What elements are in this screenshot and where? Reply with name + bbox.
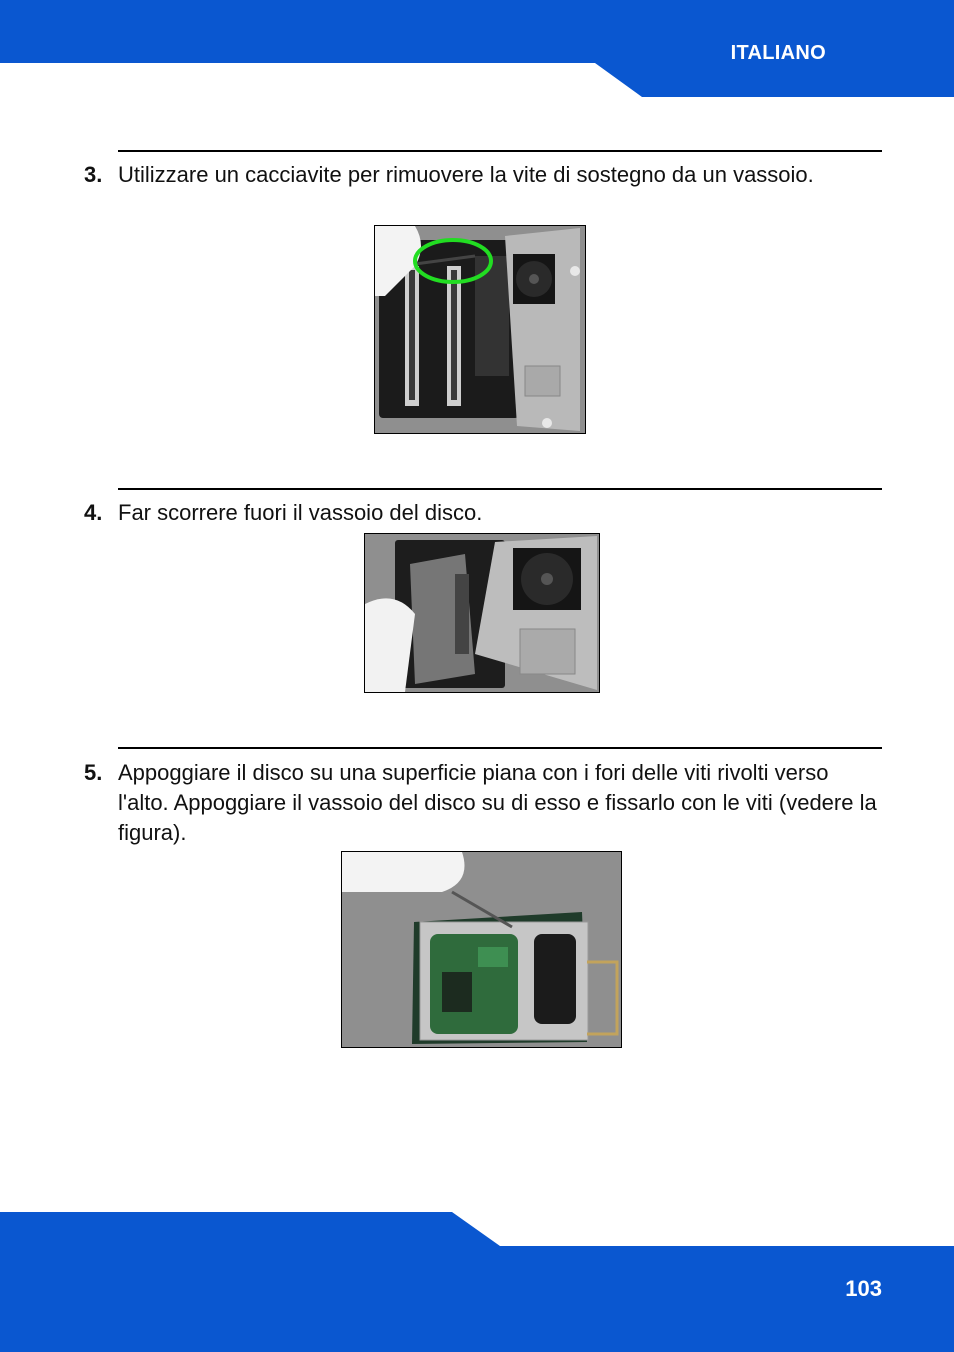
step-number: 3. xyxy=(84,162,103,187)
step-number: 5. xyxy=(84,760,103,785)
photo-slide-tray xyxy=(364,533,600,693)
page-number: 103 xyxy=(845,1276,882,1301)
step-number: 4. xyxy=(84,500,103,525)
footer-band xyxy=(0,1208,954,1352)
language-label: ITALIANO xyxy=(730,42,826,64)
photo-remove-screw xyxy=(374,225,586,434)
section-divider xyxy=(118,747,882,749)
step-text: Utilizzare un cacciavite per rimuovere la vite di sostegno da un vassoio. xyxy=(118,162,814,187)
photo-fasten-disk xyxy=(341,851,622,1048)
step-text: Appoggiare il disco su una superficie piana con i fori delle viti rivolti verso l'alto. Appoggiare il vassoio del disco su di esso e fissarlo con le viti (vedere la figura). xyxy=(118,760,877,845)
section-divider xyxy=(118,150,882,152)
section-divider xyxy=(118,488,882,490)
step-text: Far scorrere fuori il vassoio del disco. xyxy=(118,500,483,525)
